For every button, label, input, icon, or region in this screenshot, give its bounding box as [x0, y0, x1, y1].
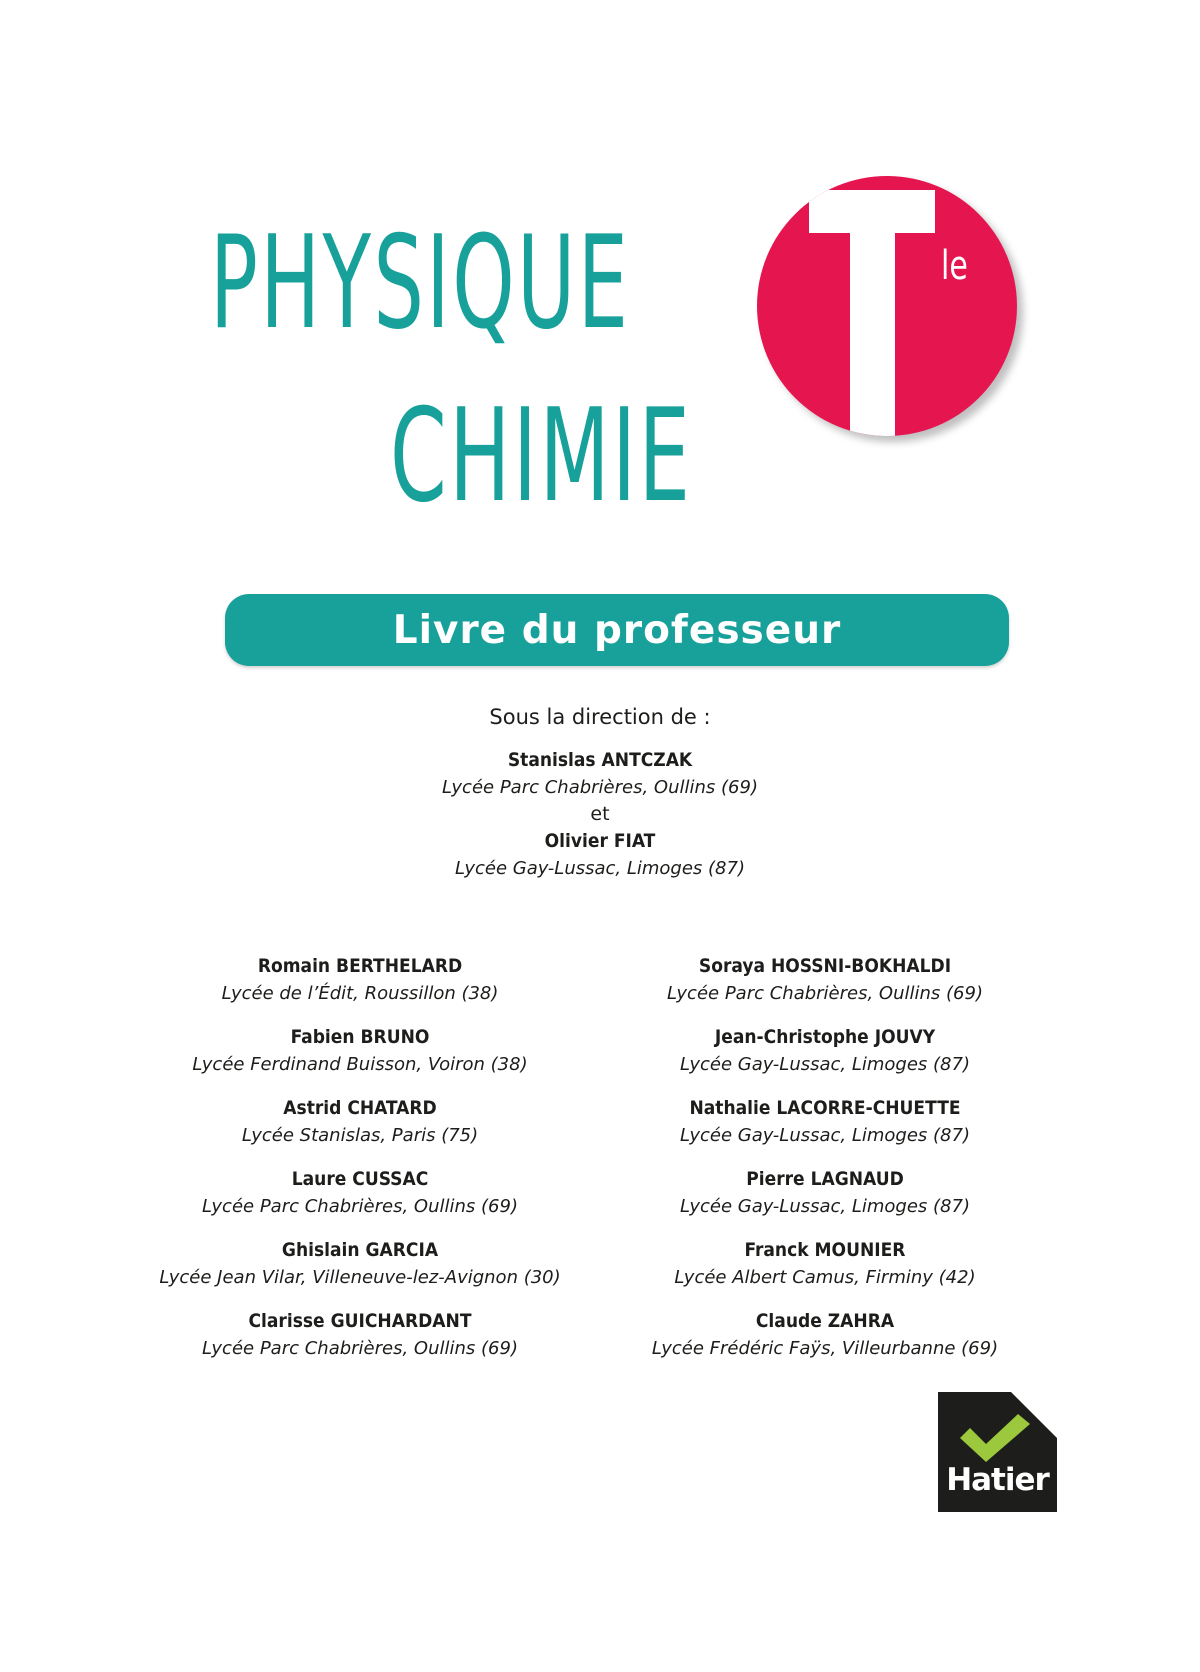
- direction-block: [300, 700, 900, 883]
- title-chimie: CHIMIE: [390, 382, 693, 531]
- level-suffix: le: [941, 243, 968, 289]
- contributor: [585, 1236, 1065, 1307]
- contributor: [585, 1023, 1065, 1094]
- director-school: Lycée Parc Chabrières, Oullins (69): [442, 777, 758, 798]
- contributor: [585, 1165, 1065, 1236]
- contributor-name: Laure CUSSAC: [291, 1168, 429, 1190]
- contributor: [120, 1023, 600, 1094]
- contributor: [120, 1236, 600, 1307]
- level-letter-t: [809, 190, 935, 436]
- contributor: [120, 1165, 600, 1236]
- contributor-name: Pierre LAGNAUD: [746, 1168, 904, 1190]
- contributor-name: Ghislain GARCIA: [281, 1239, 439, 1261]
- director-school: Lycée Gay-Lussac, Limoges (87): [455, 858, 745, 879]
- publisher-logo: [938, 1392, 1057, 1512]
- direction-conjunction: et: [590, 803, 610, 825]
- contributor-school: Lycée Parc Chabrières, Oullins (69): [667, 983, 983, 1004]
- contributor-name: Clarisse GUICHARDANT: [248, 1310, 472, 1332]
- contributor-school: Lycée Parc Chabrières, Oullins (69): [202, 1338, 518, 1359]
- contributor-school: Lycée Gay-Lussac, Limoges (87): [680, 1054, 970, 1075]
- contributor-school: Lycée Albert Camus, Firminy (42): [674, 1267, 976, 1288]
- subtitle-banner: [225, 594, 1009, 666]
- publisher-name: Hatier: [946, 1462, 1049, 1498]
- contributor: [585, 1094, 1065, 1165]
- contributors-right-column: [585, 952, 1065, 1378]
- contributor-name: Nathalie LACORRE-CHUETTE: [689, 1097, 961, 1119]
- contributor-name: Romain BERTHELARD: [257, 955, 463, 977]
- checkmark-icon: [960, 1414, 1040, 1462]
- contributor-school: Lycée Frédéric Faÿs, Villeurbanne (69): [651, 1338, 999, 1359]
- contributor-school: Lycée Stanislas, Paris (75): [241, 1125, 479, 1146]
- contributor: [585, 1307, 1065, 1378]
- contributor-name: Fabien BRUNO: [290, 1026, 430, 1048]
- contributor: [120, 1307, 600, 1378]
- contributor-name: Astrid CHATARD: [283, 1097, 437, 1119]
- contributor-name: Jean-Christophe JOUVY: [714, 1026, 936, 1048]
- contributor-name: Claude ZAHRA: [755, 1310, 895, 1332]
- contributor-school: Lycée Ferdinand Buisson, Voiron (38): [192, 1054, 528, 1075]
- contributor-school: Lycée Jean Vilar, Villeneuve-lez-Avignon (30): [159, 1267, 561, 1288]
- contributor: [120, 1094, 600, 1165]
- contributor-school: Lycée Gay-Lussac, Limoges (87): [680, 1196, 970, 1217]
- contributor: [585, 952, 1065, 1023]
- contributors-left-column: [120, 952, 600, 1378]
- director-name: Stanislas ANTCZAK: [507, 749, 693, 771]
- title-physique: PHYSIQUE: [210, 209, 631, 358]
- contributor-school: Lycée Parc Chabrières, Oullins (69): [202, 1196, 518, 1217]
- contributor-school: Lycée de l’Édit, Roussillon (38): [221, 983, 499, 1004]
- contributor: [120, 952, 600, 1023]
- level-badge: [757, 176, 1017, 436]
- contributor-school: Lycée Gay-Lussac, Limoges (87): [680, 1125, 970, 1146]
- director-name: Olivier FIAT: [544, 830, 656, 852]
- direction-intro: Sous la direction de :: [489, 705, 711, 729]
- subtitle-text: Livre du professeur: [392, 607, 842, 653]
- contributor-name: Franck MOUNIER: [744, 1239, 906, 1261]
- contributor-name: Soraya HOSSNI-BOKHALDI: [698, 955, 952, 977]
